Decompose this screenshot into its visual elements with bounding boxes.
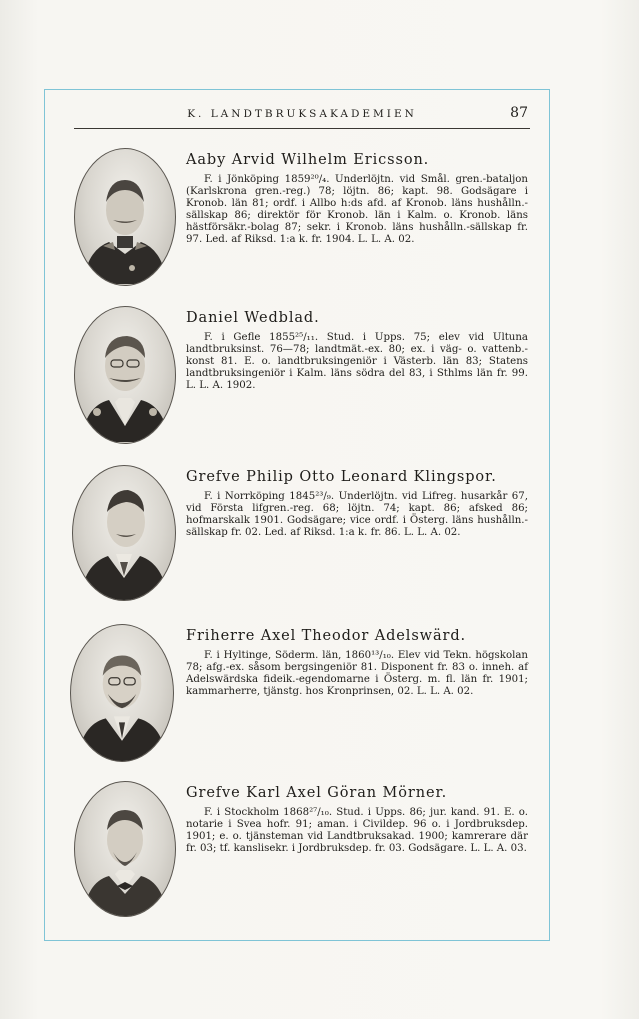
entry-text	[186, 310, 528, 392]
entry-text	[186, 628, 528, 698]
portrait-photo	[74, 306, 176, 444]
person-name: Friherre Axel Theodor Adelswärd.	[186, 628, 467, 644]
person-biography: F. i Stockholm 1868²⁷/₁₀. Stud. i Upps. 86; jur. kand. 91. E. o. notarie i Svea hofr. 91; aman. i Civildep. 96 o. i Jordbruksdep. 1901; e. o. tjänsteman vid Landtbruksakad. 1900; kamrerare där fr. 03; tf. kanslisekr. i Jordbruksdep. fr. 03. Godsägare. L. L. A. 03.	[186, 807, 528, 854]
page-number: 87	[510, 105, 528, 121]
person-biography: F. i Norrköping 1845²³/₉. Underlöjtn. vid Lifreg. husarkår 67, vid Första lifgren.-reg. 68; löjtn. 74; kapt. 86; afsked 86; hofmarskalk 1901. Godsägare; vice ordf. i Österg. läns hushålln.-sällskap fr. 02. Led. af Riksd. 1:a k. fr. 86. L. L. A. 02.	[186, 491, 528, 538]
entry-text	[186, 152, 528, 245]
running-title: K. LANDTBRUKSAKADEMIEN	[187, 108, 417, 120]
entry-text	[186, 785, 528, 855]
person-biography: F. i Gefle 1855²⁵/₁₁. Stud. i Upps. 75; elev vid Ultuna landtbruksinst. 76—78; landtmät.-ex. 80; ex. i väg- o. vattenb.-konst 81. E. o. landtbruksingeniör i Västerb. län 83; Statens landtbruksingeniör i Kalm. läns södra del 83, i Sthlms län fr. 99. L. L. A. 1902.	[186, 332, 528, 391]
person-name: Grefve Philip Otto Leonard Klingspor.	[186, 469, 497, 485]
portrait-photo	[74, 148, 176, 286]
person-name: Grefve Karl Axel Göran Mörner.	[186, 785, 448, 801]
portrait-photo	[74, 781, 176, 917]
person-biography: F. i Jönköping 1859²⁰/₄. Underlöjtn. vid Smål. gren.-bataljon (Karlskrona gren.-reg.) 78; löjtn. 86; kapt. 98. Godsägare i Kronob. län 81; ordf. i Allbo h:ds afd. af Kronob. läns hushålln.-sällskap 86; direktör för Kronob. län i Kalm. o. Kronob. läns hästförsäkr.-bolag 87; sekr. i Kronob. läns hushålln.-sällskap fr. 97. Led. af Riksd. 1:a k. fr. 1904. L. L. A. 02.	[186, 174, 528, 245]
person-biography: F. i Hyltinge, Söderm. län, 1860¹³/₁₀. Elev vid Tekn. högskolan 78; afg.-ex. såsom bergsingeniör 81. Disponent fr. 83 o. inneh. af Adelswärdska fideik.-egendomarne i Österg. m. fl. län fr. 1901; kammarherre, tjänstg. hos Kronprinsen, 02. L. L. A. 02.	[186, 650, 528, 697]
person-name: Daniel Wedblad.	[186, 310, 320, 326]
running-header	[74, 106, 530, 129]
portrait-photo	[72, 465, 176, 601]
portrait-photo	[70, 624, 174, 762]
person-name: Aaby Arvid Wilhelm Ericsson.	[186, 152, 430, 168]
entry-text	[186, 469, 528, 539]
